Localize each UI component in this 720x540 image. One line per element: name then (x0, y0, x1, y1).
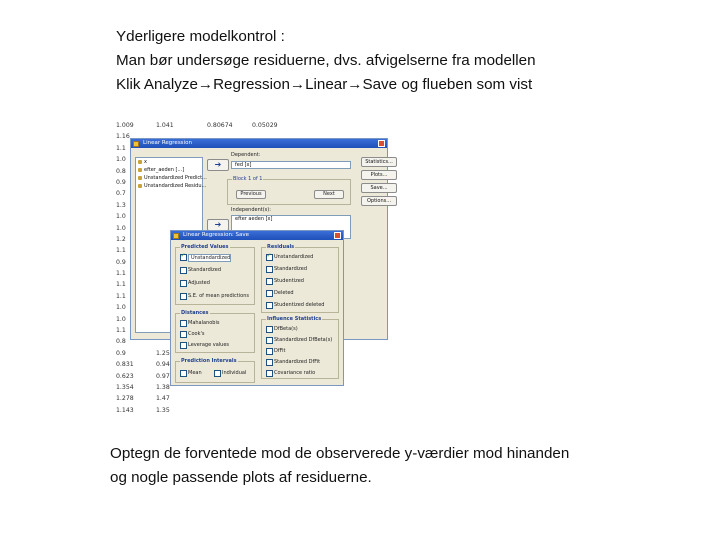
body-line-menu-path: Klik Analyze→Regression→Linear→Save og flueben som vist (116, 76, 533, 93)
cell-value: 1.1 (116, 270, 126, 278)
influence-statistics-group (261, 316, 339, 379)
bottom-line-1: Optegn de forventede mod de observerede y-værdier mod hinanden (110, 445, 570, 462)
covariance-ratio-checkbox[interactable]: Covariance ratio (266, 370, 315, 376)
independent-field[interactable]: efter aeden [x] (231, 215, 351, 239)
residuals-title: Residuals (267, 244, 295, 250)
cell-value: 1.1 (116, 281, 126, 289)
cell-value: 1.1 (116, 247, 126, 255)
distances-title: Distances (181, 310, 209, 316)
predicted-values-title: Predicted Values (181, 244, 229, 250)
residual-studentized-deleted-checkbox[interactable]: Studentized deleted (266, 302, 324, 308)
dialog-title: Linear Regression (143, 140, 192, 146)
standardized-dffit-checkbox[interactable]: Standardized DfFit (266, 359, 320, 365)
variable-list-item[interactable]: efter_aeden [...] (136, 166, 202, 174)
cell-value: 1.2 (116, 235, 126, 243)
block-group (227, 176, 351, 205)
residual-unstandardized-checkbox[interactable]: Unstandardized ✓ (266, 254, 313, 260)
cell-value: 1.38 (156, 383, 170, 391)
move-independent-arrow-icon[interactable]: ➔ (207, 219, 229, 231)
heading-line: Yderligere modelkontrol : (116, 28, 285, 45)
cell-value: 1.0 (116, 156, 126, 164)
instructions-top (116, 25, 706, 97)
predicted-unstandardized-checkbox[interactable] (180, 254, 231, 262)
spreadsheet-column-3 (207, 120, 233, 131)
variable-list-item[interactable]: x (136, 158, 202, 166)
cell-value: 1.0 (116, 315, 126, 323)
cell-value: 0.9 (116, 178, 126, 186)
app-icon (173, 233, 179, 239)
cell-value: 1.278 (116, 395, 134, 403)
spreadsheet-column-4 (252, 120, 278, 131)
cell-value: 0.97 (156, 372, 170, 380)
cell-value: 1.041 (156, 122, 174, 129)
cell-value: 1.0 (116, 213, 126, 221)
instructions-bottom (110, 442, 710, 490)
cell-value: 0.8 (116, 338, 126, 346)
cell-value: 1.25 (156, 349, 170, 357)
cell-value: 1.1 (116, 144, 126, 152)
save-button[interactable]: Save... (361, 183, 397, 193)
cell-value: 0.05029 (252, 122, 278, 129)
mahalanobis-checkbox[interactable]: Mahalanobis (180, 320, 219, 326)
prediction-intervals-group (175, 358, 255, 383)
statistics-button[interactable]: Statistics... (361, 157, 397, 167)
residual-studentized-checkbox[interactable]: Studentized (266, 278, 304, 284)
predicted-adjusted-checkbox[interactable]: Adjusted (180, 280, 210, 286)
cell-value: 0.831 (116, 361, 134, 369)
variable-list-item[interactable]: Unstandardized Predict... (136, 174, 202, 182)
cell-value: 0.9 (116, 258, 126, 266)
cell-value: 1.143 (116, 406, 134, 414)
cell-value: 1.3 (116, 201, 126, 209)
dffit-checkbox[interactable]: DfFit (266, 348, 285, 354)
cell-value: 0.80674 (207, 122, 233, 129)
predicted-se-checkbox[interactable]: S.E. of mean predictions (180, 293, 249, 299)
cell-value: 0.7 (116, 190, 126, 198)
individual-interval-checkbox[interactable]: Individual (214, 370, 246, 376)
dependent-field[interactable]: fed [x] (231, 161, 351, 169)
block-label: Block 1 of 1 (233, 176, 263, 182)
standardized-dfbeta-checkbox[interactable]: Standardized DfBeta(s) (266, 337, 332, 343)
influence-statistics-title: Influence Statistics (267, 316, 322, 322)
cell-value: 1.009 (116, 122, 134, 129)
next-button[interactable]: Next (314, 190, 344, 199)
predicted-unstandardized-label: Unstandardized (188, 254, 231, 262)
bottom-line-2: og nogle passende plots af residuerne. (110, 469, 372, 486)
close-icon[interactable] (334, 232, 341, 239)
cell-value: 1.1 (116, 327, 126, 335)
cell-value: 1.35 (156, 406, 170, 414)
residual-standardized-checkbox[interactable]: Standardized (266, 266, 307, 272)
dfbeta-checkbox[interactable]: DfBeta(s) (266, 326, 298, 332)
save-dialog-title: Linear Regression: Save (183, 232, 250, 238)
predicted-standardized-checkbox[interactable]: Standardized (180, 267, 221, 273)
distances-group (175, 310, 255, 353)
cell-value: 1.16 (116, 133, 130, 141)
body-line-residuals: Man bør undersøge residuerne, dvs. afvigelserne fra modellen (116, 52, 536, 69)
variable-list-item[interactable]: Unstandardized Residu... (136, 182, 202, 190)
save-dialog-titlebar (171, 231, 343, 240)
dependent-label: Dependent: (231, 152, 261, 158)
cell-value: 1.1 (116, 292, 126, 300)
options-button[interactable]: Options... (361, 196, 397, 206)
cell-value: 1.0 (116, 304, 126, 312)
spss-screenshot (112, 120, 393, 414)
close-icon[interactable] (378, 140, 385, 147)
previous-button[interactable]: Previous (236, 190, 266, 199)
cell-value: 1.354 (116, 383, 134, 391)
plots-button[interactable]: Plots... (361, 170, 397, 180)
save-dialog (170, 230, 344, 386)
dialog-titlebar (131, 139, 387, 148)
cell-value: 0.8 (116, 167, 126, 175)
residuals-group (261, 244, 339, 313)
mean-interval-checkbox[interactable]: Mean (180, 370, 202, 376)
predicted-values-group (175, 244, 255, 305)
independent-label: Independent(s): (231, 207, 271, 213)
leverage-checkbox[interactable]: Leverage values (180, 342, 229, 348)
cell-value: 0.623 (116, 372, 134, 380)
cell-value: 1.47 (156, 395, 170, 403)
move-dependent-arrow-icon[interactable]: ➔ (207, 159, 229, 171)
cell-value: 0.9 (116, 349, 126, 357)
cell-value: 0.94 (156, 361, 170, 369)
residual-deleted-checkbox[interactable]: Deleted (266, 290, 294, 296)
cell-value: 1.0 (116, 224, 126, 232)
prediction-intervals-title: Prediction Intervals (181, 358, 237, 364)
cooks-checkbox[interactable]: Cook's (180, 331, 204, 337)
app-icon (133, 141, 139, 147)
